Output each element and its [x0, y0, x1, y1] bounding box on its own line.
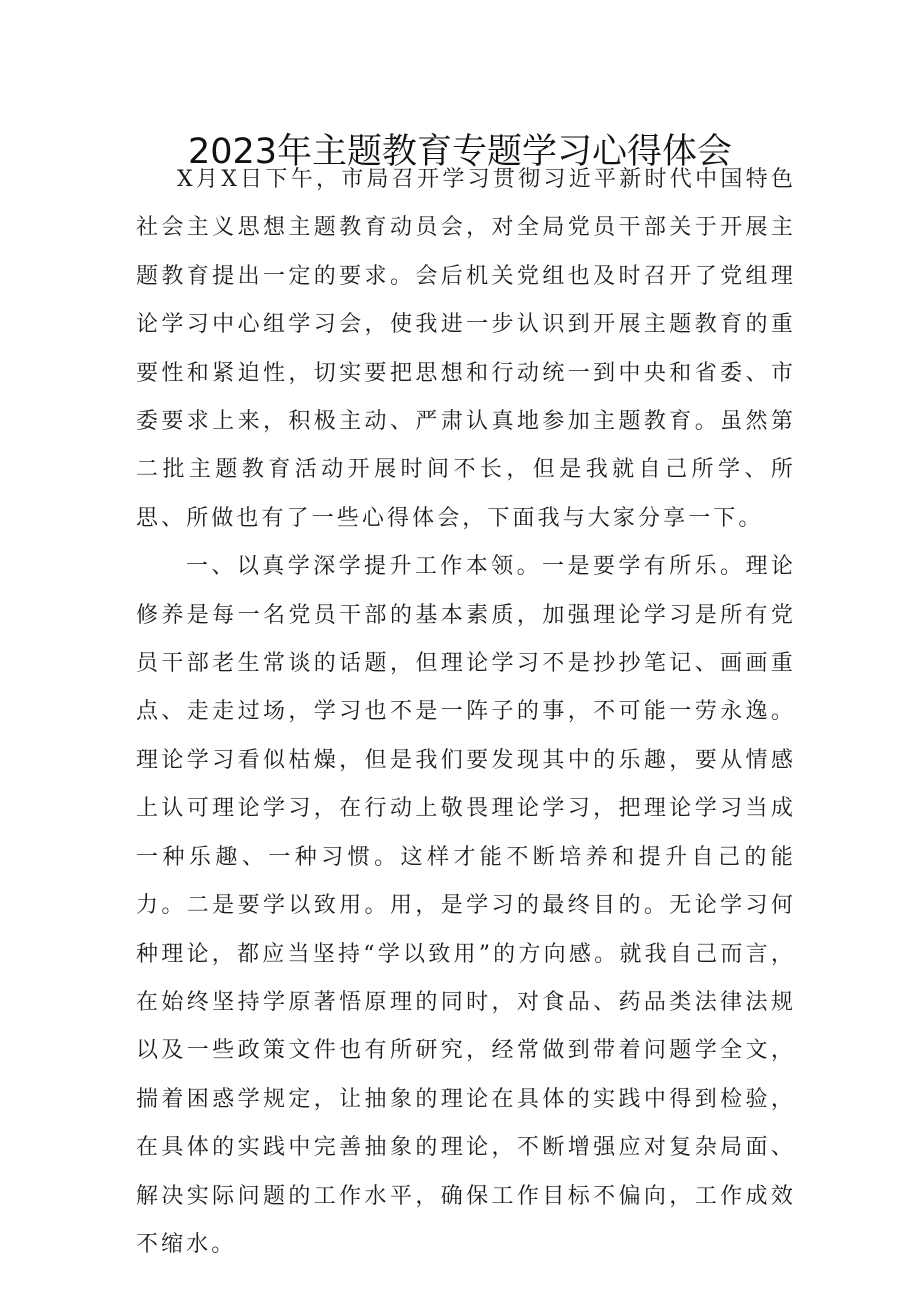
paragraph-section-one: 一、以真学深学提升工作本领。一是要学有所乐。理论修养是每一名党员干部的基本素质，加强理论学习是所有党员干部老生常谈的话题，但理论学习不是抄抄笔记、画画重点、走走过场，学习也不是一阵子的事，不可能一劳永逸。理论学习看似枯燥，但是我们要发现其中的乐趣，要从情感上认可理论学习，在行动上敬畏理论学习，把理论学习当成一种乐趣、一种习惯。这样才能不断培养和提升自己的能力。二是要学以致用。用，是学习的最终目的。无论学习何种理论，都应当坚持“学以致用”的方向感。就我自己而言，在始终坚持学原著悟原理的同时，对食品、药品类法律法规以及一些政策文件也有所研究，经常做到带着问题学全文，揣着困惑学规定，让抽象的理论在具体的实践中得到检验，在具体的实践中完善抽象的理论，不断增强应对复杂局面、解决实际问题的工作水平，确保工作目标不偏向，工作成效不缩水。 [136, 554, 796, 1257]
paragraph-intro: X月X日下午，市局召开学习贯彻习近平新时代中国特色社会主义思想主题教育动员会，对全局党员干部关于开展主题教育提出一定的要求。会后机关党组也及时召开了党组理论学习中心组学习会，使我进一步认识到开展主题教育的重要性和紧迫性，切实要把思想和行动统一到中央和省委、市委要求上来，积极主动、严肃认真地参加主题教育。虽然第二批主题教育活动开展时间不长，但是我就自己所学、所思、所做也有了一些心得体会，下面我与大家分享一下。 [136, 167, 796, 531]
document-body [136, 156, 796, 1269]
document-title: 2023年主题教育专题学习心得体会 [187, 132, 733, 172]
